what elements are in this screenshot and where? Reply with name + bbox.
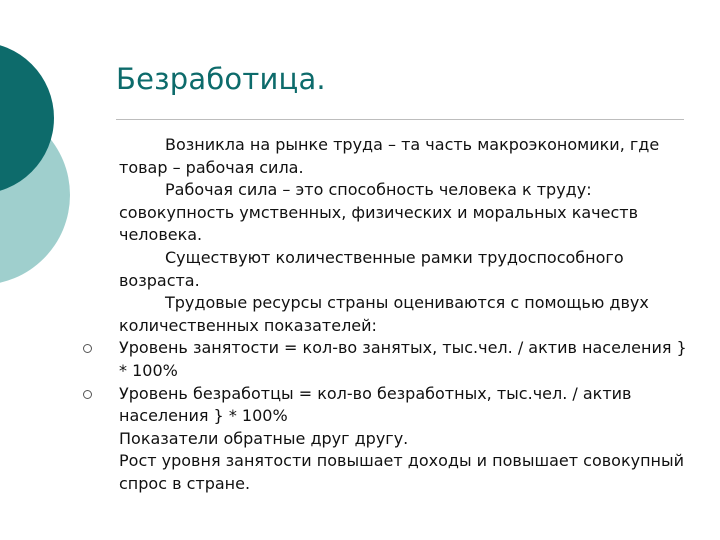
bullet-item	[119, 337, 689, 382]
paragraph	[119, 247, 689, 292]
paragraph	[119, 292, 689, 337]
paragraph-text: Рост уровня занятости повышает доходы и повышает совокупный спрос в стране.	[119, 451, 685, 493]
paragraph	[119, 428, 689, 451]
bullet-item	[119, 383, 689, 428]
paragraph	[119, 134, 689, 179]
paragraph-text: Показатели обратные друг другу.	[119, 428, 409, 448]
decorative-circles	[0, 0, 120, 300]
paragraph-text: Трудовые ресурсы страны оцениваются с помощью двух количественных показателей:	[119, 293, 649, 335]
paragraph-text: Существуют количественные рамки трудоспособного возраста.	[119, 247, 624, 290]
paragraph-text: Рабочая сила – это способность человека к труду: совокупность умственных, физических и моральных качеств человека.	[119, 180, 639, 245]
hollow-circle-bullet-icon	[83, 344, 92, 353]
slide-body	[119, 134, 689, 496]
bullet-text: Уровень занятости = кол-во занятых, тыс.чел. / актив населения } * 100%	[119, 338, 687, 380]
title-divider	[116, 119, 684, 120]
paragraph	[119, 450, 689, 495]
paragraph-text: Возникла на рынке труда – та часть макроэкономики, где товар – рабочая сила.	[119, 135, 660, 177]
hollow-circle-bullet-icon	[83, 390, 92, 399]
bullet-text: Уровень безработцы = кол-во безработных, тыс.чел. / актив населения } * 100%	[119, 383, 632, 426]
paragraph	[119, 179, 689, 247]
slide-title: Безработица.	[116, 62, 326, 96]
